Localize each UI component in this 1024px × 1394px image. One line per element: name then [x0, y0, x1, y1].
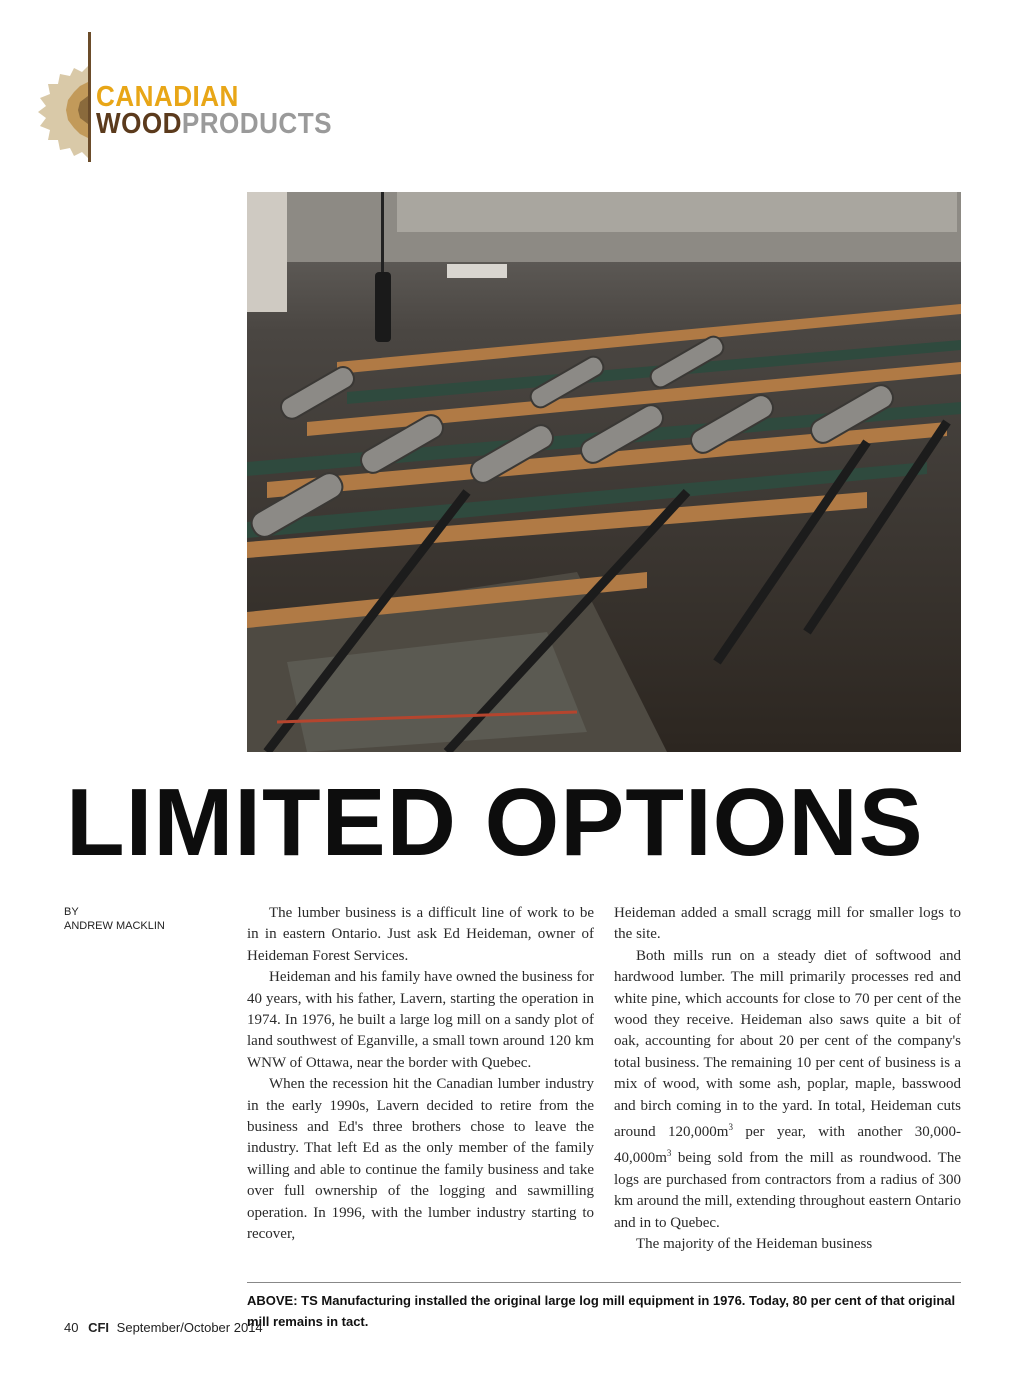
- issue-date: September/October 2014: [116, 1320, 263, 1335]
- article-column-2: [614, 903, 961, 1256]
- caption-rule: [247, 1282, 961, 1283]
- saw-blade-icon: [38, 62, 92, 158]
- paragraph: [614, 946, 961, 1234]
- paragraph: The lumber business is a difficult line of work to be in in eastern Ontario. Just ask Ed Heideman, owner of Heideman Forest Services.: [247, 905, 594, 964]
- article-column-1: [247, 903, 594, 1246]
- text-run: per year, with another 30,000-40,000m: [614, 1124, 961, 1167]
- photo-caption: ABOVE: TS Manufacturing installed the original large log mill equipment in 1976. Today, 80 per cent of that original mill remains in tact.: [247, 1293, 956, 1329]
- paragraph: When the recession hit the Canadian lumber industry in the early 1990s, Lavern decided to retire from the business and Ed's three brothers chose to leave the industry. That left Ed as the only member of the family willing and able to continue the family business and take over full ownership of the logging and sawmilling operation. In 1996, with the lumber industry starting to recover,: [247, 1076, 594, 1243]
- text-run: being sold from the mill as roundwood. The logs are purchased from contractors from a radius of 300 km around the mill, extending throughout eastern Ontario and in to Quebec.: [614, 1150, 961, 1231]
- magazine-name: CFI: [88, 1320, 110, 1335]
- headline: LIMITED OPTIONS: [66, 769, 924, 876]
- superscript: 3: [728, 1122, 733, 1133]
- paragraph: The majority of the Heideman business: [636, 1236, 873, 1253]
- text-run: Both mills run on a steady diet of softwood and hardwood lumber. The mill primarily processes red and white pine, which accounts for close to 70 per cent of the wood they receive. Heideman also saws quite a bit of oak, accounting for about 20 per cent of the company's total business. The remaining 10 per cent of business is a mix of wood, with some ash, poplar, maple, basswood and birch coming in to the yard. In total, Heideman cuts around 120,000m: [614, 947, 961, 1141]
- paragraph: Heideman and his family have owned the business for 40 years, with his father, Lavern, starting the operation in 1974. In 1976, he built a large log mill on a sandy plot of land southwest of Eganville, a small town around 120 km WNW of Ottawa, near the border with Quebec.: [247, 969, 594, 1071]
- page-footer: [64, 1320, 263, 1335]
- sawmill-photo: [247, 192, 961, 752]
- page-number: 40: [64, 1320, 79, 1335]
- superscript: 3: [666, 1148, 672, 1159]
- byline-author: ANDREW MACKLIN: [64, 920, 165, 932]
- logo-woodproducts: [96, 108, 332, 140]
- logo-wood: WOOD: [96, 108, 182, 140]
- byline-by: BY: [64, 906, 79, 918]
- logo-products: PRODUCTS: [181, 108, 332, 140]
- paragraph: Heideman added a small scragg mill for smaller logs to the site.: [614, 905, 961, 943]
- byline: [64, 905, 165, 933]
- logo-canadian: CANADIAN: [96, 81, 239, 113]
